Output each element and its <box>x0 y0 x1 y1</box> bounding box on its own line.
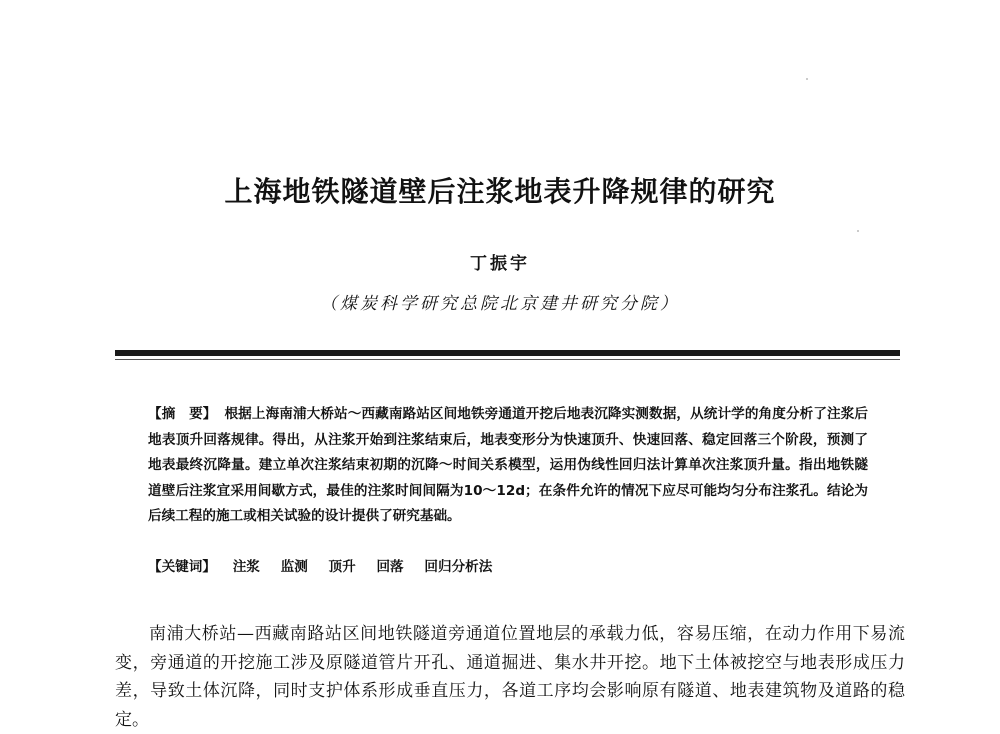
scan-speck <box>857 230 859 232</box>
paper-title: 上海地铁隧道壁后注浆地表升降规律的研究 <box>224 175 776 208</box>
body-paragraph: 南浦大桥站—西藏南路站区间地铁隧道旁通道位置地层的承载力低，容易压缩，在动力作用下易流变，旁通道的开挖施工涉及原隧道管片开孔、通道掘进、集水井开挖。地下土体被挖空与地表形成压力差，导致土体沉降，同时支护体系形成垂直压力，各道工序均会影响原有隧道、地表建筑物及道路的稳定。 <box>115 624 905 730</box>
keywords-block <box>148 555 868 575</box>
abstract-text: 根据上海南浦大桥站～西藏南路站区间地铁旁通道开挖后地表沉降实测数据，从统计学的角度分析了注浆后地表顶升回落规律。得出，从注浆开始到注浆结束后，地表变形分为快速顶升、快速回落、稳定回落三个阶段，预测了地表最终沉降量。建立单次注浆结束初期的沉降～时间关系模型，运用伪线性回归法计算单次注浆顶升量。指出地铁隧道壁后注浆宜采用间歇方式，最佳的注浆时间间隔为10～12d；在条件允许的情况下应尽可能均匀分布注浆孔。结论为后续工程的施工或相关试验的设计提供了研究基础。 <box>148 406 869 524</box>
header-rule-thin <box>115 359 900 360</box>
keyword-item: 回落 <box>376 559 404 575</box>
author-name: 丁振宇 <box>470 254 530 274</box>
scan-speck <box>806 78 808 80</box>
keyword-item: 回归分析法 <box>424 559 493 575</box>
header-rule-thick <box>115 350 900 356</box>
author-affiliation: （煤炭科学研究总院北京建井研究分院） <box>320 294 680 314</box>
abstract-label: 【摘 要】 <box>148 406 217 422</box>
keyword-item: 顶升 <box>328 559 356 575</box>
keyword-item: 注浆 <box>232 559 260 575</box>
keyword-item: 监测 <box>280 559 308 575</box>
keywords-label: 【关键词】 <box>148 559 216 575</box>
abstract-block <box>148 402 868 530</box>
